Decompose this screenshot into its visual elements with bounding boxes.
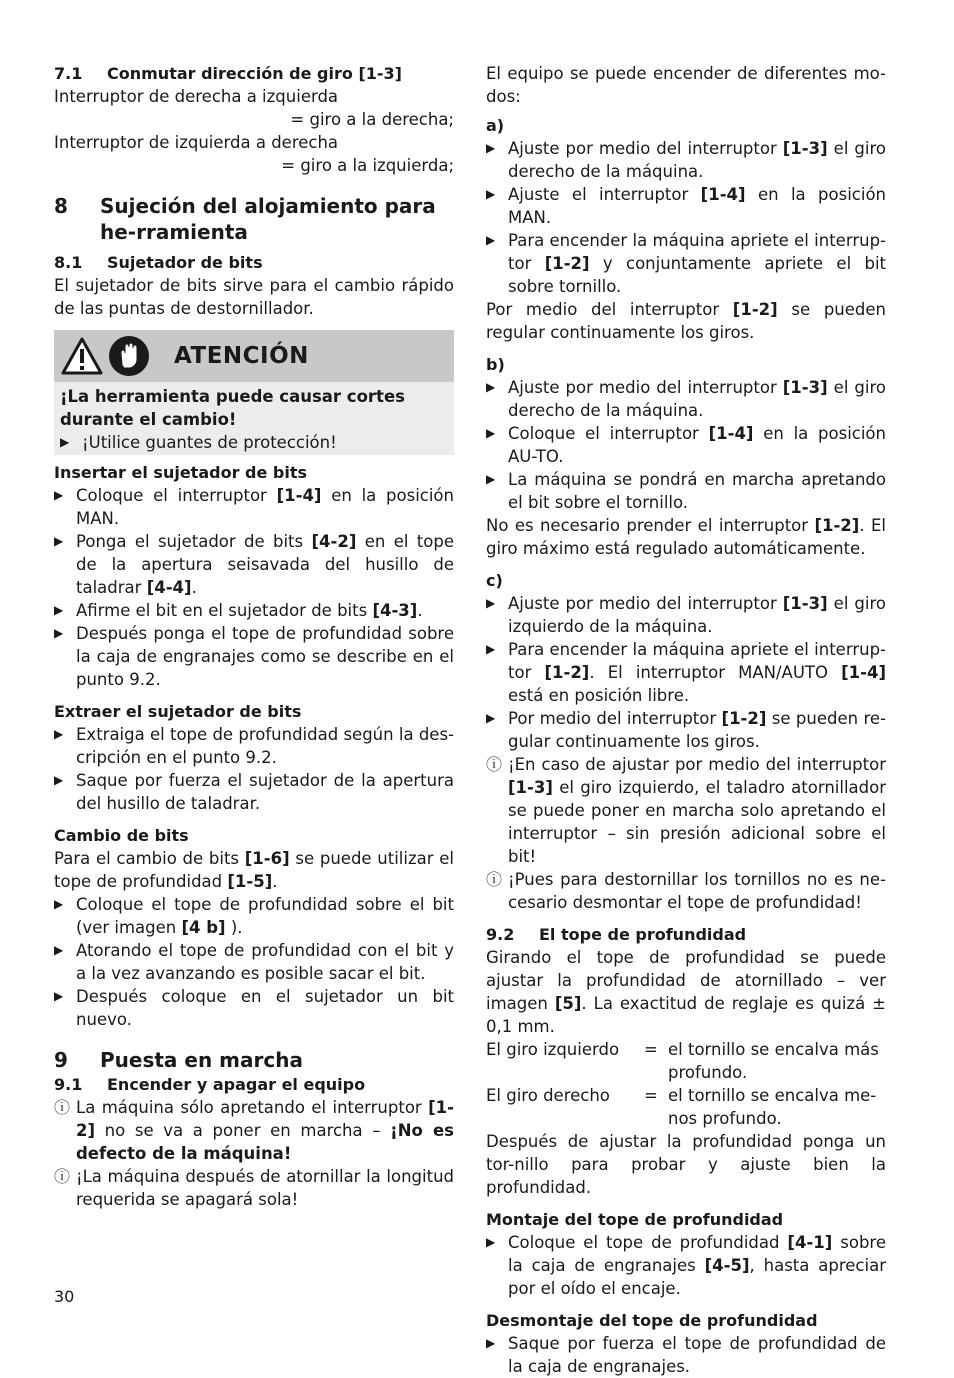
list-item: ▶ Extraiga el tope de profundidad según la des-cripción en el punto 9.2. <box>54 725 454 767</box>
triangle-right-icon: ▶ <box>486 187 496 201</box>
definition-row: El giro derecho = el tornillo se encalva me-nos profundo. <box>486 1086 877 1128</box>
list-item: ▶ Saque por fuerza el sujetador de la apertura del husillo de taladrar. <box>54 771 454 813</box>
text-line: Interruptor de derecha a izquierda <box>54 87 339 106</box>
insert-heading: Insertar el sujetador de bits <box>54 463 308 482</box>
list-item: ▶ Coloque el interruptor [1-4] en la posición AU-TO. <box>486 424 886 466</box>
section-8-heading: 8 Sujeción del alojamiento para he-rramienta <box>54 194 436 244</box>
info-item: ⓘ ¡La máquina después de atornillar la longitud requerida se apagará sola! <box>54 1167 454 1209</box>
text-line: = giro a la derecha; <box>290 110 454 129</box>
section-9-heading: 9 Puesta en marcha <box>54 1048 303 1072</box>
paragraph: El equipo se puede encender de diferentes mo-dos: <box>486 64 886 106</box>
list-item: ▶ Para encender la máquina apriete el interrup-tor [1-2]. El interruptor MAN/AUTO [1-4] está en posición libre. <box>486 640 886 705</box>
triangle-right-icon: ▶ <box>54 727 64 741</box>
list-item: ▶ Coloque el tope de profundidad [4-1] sobre la caja de engranajes [4-5], hasta apreciar por el oído el encaje. <box>486 1233 886 1298</box>
warning-title: ATENCIÓN <box>174 342 309 369</box>
paragraph: No es necesario prender el interruptor [1-2]. El giro máximo está regulado automáticamente. <box>486 516 886 558</box>
list-item: ▶ Ponga el sujetador de bits [4-2] en el tope de la apertura seisavada del husillo de taladrar [4-4]. <box>54 532 454 597</box>
section-9-2-heading: 9.2 El tope de profundidad <box>486 925 747 944</box>
list-item: ▶ Ajuste el interruptor [1-4] en la posición MAN. <box>486 185 886 227</box>
glove-icon <box>108 335 150 377</box>
paragraph: Por medio del interruptor [1-2] se pueden regular continuamente los giros. <box>486 300 886 342</box>
section-7-1-heading: 7.1 Conmutar dirección de giro [1-3] <box>54 64 402 83</box>
triangle-right-icon: ▶ <box>54 603 64 617</box>
mode-a-label: a) <box>486 116 505 135</box>
text-line: = giro a la izquierda; <box>281 156 454 175</box>
triangle-right-icon: ▶ <box>54 626 64 640</box>
mode-b-label: b) <box>486 355 505 374</box>
triangle-right-icon: ▶ <box>54 943 64 957</box>
warning-box <box>54 330 454 455</box>
section-8-1-heading: 8.1 Sujetador de bits <box>54 253 263 272</box>
triangle-right-icon: ▶ <box>60 435 70 449</box>
triangle-right-icon: ▶ <box>54 534 64 548</box>
warning-triangle-icon <box>60 336 104 376</box>
triangle-right-icon: ▶ <box>54 488 64 502</box>
list-item: ▶ Después ponga el tope de profundidad sobre la caja de engranajes como se describe en el punto 9.2. <box>54 624 454 689</box>
right-column <box>486 62 886 1378</box>
extract-heading: Extraer el sujetador de bits <box>54 702 302 721</box>
info-icon: ⓘ <box>54 1167 71 1186</box>
triangle-right-icon: ▶ <box>54 897 64 911</box>
list-item: ▶ Coloque el tope de profundidad sobre el bit (ver imagen [4 b] ). <box>54 895 454 937</box>
list-item: ▶ Ajuste por medio del interruptor [1-3] el giro izquierdo de la máquina. <box>486 594 886 636</box>
info-icon: ⓘ <box>54 1098 71 1117</box>
dismount-heading: Desmontaje del tope de profundidad <box>486 1311 818 1330</box>
mount-heading: Montaje del tope de profundidad <box>486 1210 784 1229</box>
triangle-right-icon: ▶ <box>486 426 496 440</box>
warning-body <box>54 382 454 455</box>
info-item: ⓘ ¡En caso de ajustar por medio del interruptor [1-3] el giro izquierdo, el taladro atornillador se puede poner en marcha solo apretando el interruptor – sin presión adicional sobre el bit! <box>486 755 886 866</box>
triangle-right-icon: ▶ <box>486 711 496 725</box>
list-item: ▶ La máquina se pondrá en marcha apretando el bit sobre el tornillo. <box>486 470 886 512</box>
triangle-right-icon: ▶ <box>486 596 496 610</box>
paragraph: Girando el tope de profundidad se puede ajustar la profundidad de atornillado – ver imagen [5]. La exactitud de reglaje es quizá ± 0,1 mm. <box>486 948 886 1036</box>
triangle-right-icon: ▶ <box>54 773 64 787</box>
paragraph: El sujetador de bits sirve para el cambio rápido de las puntas de destornillador. <box>54 276 454 318</box>
list-item: ▶ Coloque el interruptor [1-4] en la posición MAN. <box>54 486 454 528</box>
paragraph: Para el cambio de bits [1-6] se puede utilizar el tope de profundidad [1-5]. <box>54 849 454 891</box>
list-item: ▶ Ajuste por medio del interruptor [1-3] el giro derecho de la máquina. <box>486 139 886 181</box>
text-line: Interruptor de izquierda a derecha <box>54 133 339 152</box>
triangle-right-icon: ▶ <box>486 1336 496 1350</box>
triangle-right-icon: ▶ <box>486 380 496 394</box>
list-item: ▶ Ajuste por medio del interruptor [1-3] el giro derecho de la máquina. <box>486 378 886 420</box>
list-item: ▶ Por medio del interruptor [1-2] se pueden re-gular continuamente los giros. <box>486 709 886 751</box>
info-item: ⓘ ¡Pues para destornillar los tornillos no es ne-cesario desmontar el tope de profundidad! <box>486 870 886 912</box>
warning-text: ¡La herramienta puede causar cortes durante el cambio! <box>60 387 405 429</box>
info-icon: ⓘ <box>486 755 503 774</box>
triangle-right-icon: ▶ <box>486 233 496 247</box>
triangle-right-icon: ▶ <box>486 141 496 155</box>
triangle-right-icon: ▶ <box>486 642 496 656</box>
list-item: ▶ Para encender la máquina apriete el interrup-tor [1-2] y conjuntamente apriete el bit sobre tornillo. <box>486 231 887 296</box>
list-item: ▶ ¡Utilice guantes de protección! <box>60 433 337 452</box>
triangle-right-icon: ▶ <box>486 472 496 486</box>
paragraph: Después de ajustar la profundidad ponga un tor-nillo para probar y ajuste bien la profundidad. <box>486 1132 886 1197</box>
triangle-right-icon: ▶ <box>54 989 64 1003</box>
info-icon: ⓘ <box>486 870 503 889</box>
info-item: ⓘ La máquina sólo apretando el interruptor [1-2] no se va a poner en marcha – ¡No es defecto de la máquina! <box>54 1098 454 1163</box>
warning-header <box>54 330 454 382</box>
list-item: ▶ Atorando el tope de profundidad con el bit y a la vez avanzando es posible sacar el bit. <box>54 941 454 983</box>
list-item: ▶ Saque por fuerza el tope de profundidad de la caja de engranajes. <box>486 1334 886 1376</box>
change-heading: Cambio de bits <box>54 826 189 845</box>
triangle-right-icon: ▶ <box>486 1235 496 1249</box>
left-column <box>54 62 454 1211</box>
list-item: ▶ Afirme el bit en el sujetador de bits [4-3]. <box>54 601 423 620</box>
list-item: ▶ Después coloque en el sujetador un bit nuevo. <box>54 987 454 1029</box>
section-9-1-heading: 9.1 Encender y apagar el equipo <box>54 1075 366 1094</box>
definition-row: El giro izquierdo = el tornillo se encalva más profundo. <box>486 1040 879 1082</box>
page-number: 30 <box>54 1287 75 1306</box>
mode-c-label: c) <box>486 571 503 590</box>
